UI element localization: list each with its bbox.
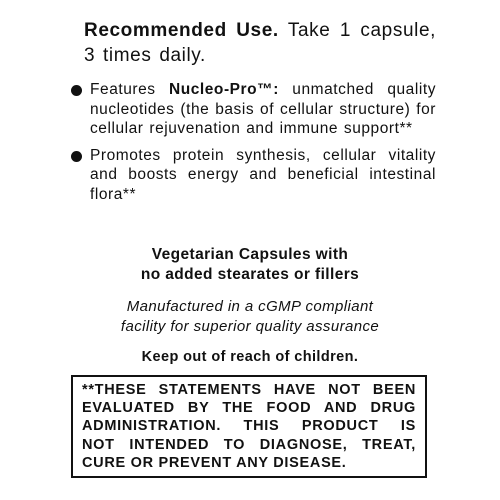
bullet-dot-icon [71, 151, 82, 162]
bullet-text: unmatched quality nucleotides (the basis of cellular structure) for cellular rejuvenation and immune support** [90, 81, 436, 137]
fda-disclaimer-box [71, 375, 427, 478]
disclaimer-line: CURE OR PREVENT ANY DISEASE. [82, 454, 347, 471]
manufacturing-statement [60, 297, 440, 336]
child-warning: Keep out of reach of children. [141, 349, 359, 365]
list-item [70, 80, 436, 139]
vegetarian-line: Vegetarian Capsules with [151, 246, 349, 263]
bullet-text: Promotes protein synthesis, cellular vitality and boosts energy and beneficial intestinal flora** [90, 146, 436, 203]
disclaimer-line: ADMINISTRATION. THIS PRODUCT IS [82, 418, 416, 435]
vegetarian-statement [60, 245, 440, 285]
feature-list [70, 80, 436, 211]
manufacturing-line: facility for superior quality assurance [120, 317, 380, 335]
disclaimer-line: NOT INTENDED TO DIAGNOSE, TREAT, [82, 436, 416, 453]
recommended-use-text: Take 1 capsule, 3 times daily. [84, 20, 436, 66]
recommended-use-heading: Recommended Use. [84, 20, 279, 41]
recommended-use [84, 18, 436, 68]
bullet-dot-icon [71, 85, 82, 96]
list-item [70, 146, 436, 205]
manufacturing-line: Manufactured in a cGMP compliant [126, 298, 374, 315]
bullet-brand-name: Nucleo-Pro™: [168, 81, 279, 98]
disclaimer-line: **THESE STATEMENTS HAVE NOT BEEN [82, 382, 416, 398]
bullet-prefix: Features [90, 81, 169, 98]
disclaimer-line: EVALUATED BY THE FOOD AND DRUG [82, 400, 416, 417]
vegetarian-line: no added stearates or fillers [140, 266, 360, 283]
